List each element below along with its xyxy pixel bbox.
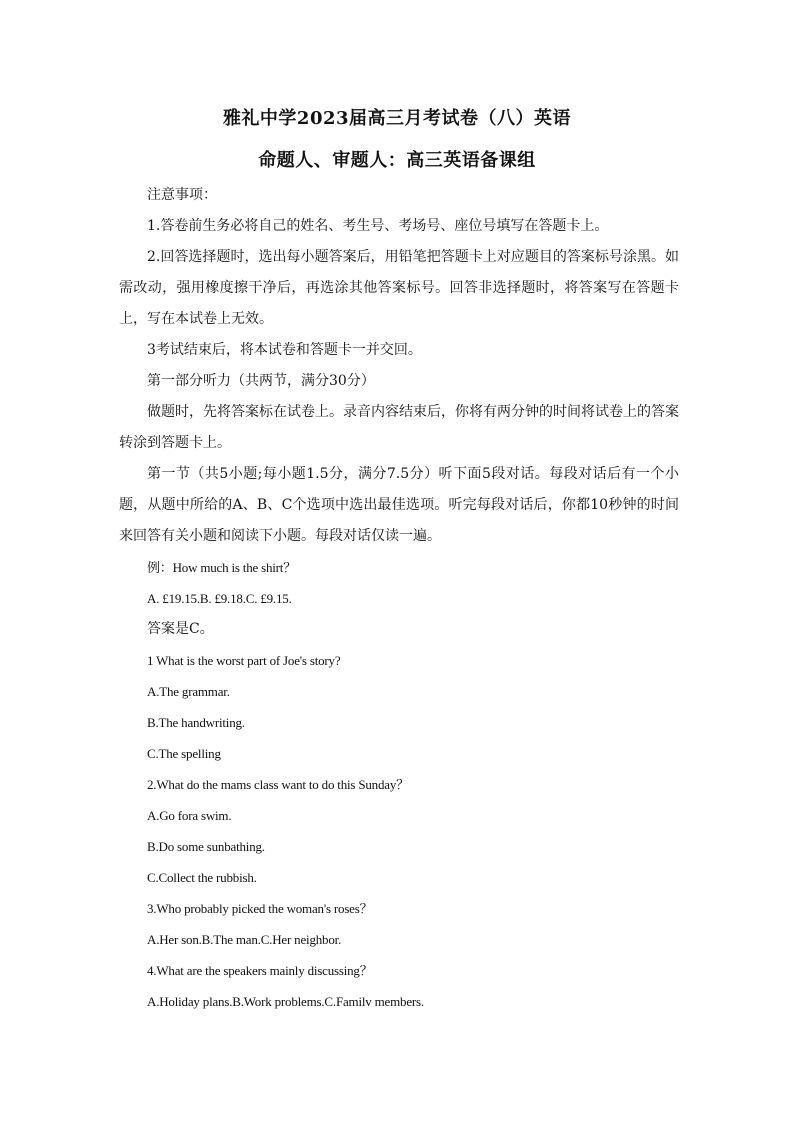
part1-instruction: 做题时，先将答案标在试卷上。录音内容结束后，你将有两分钟的时间将试卷上的答案转涂到答题卡上。: [119, 404, 679, 451]
notice-item-3: 3考试结束后，将本试卷和答题卡一并交回。: [147, 342, 422, 358]
section1-instruction: 第一节（共5小题;每小题1.5分，满分7.5分）听下面5段对话。每段对话后有一个小题，从题中所给的A、B、C个选项中选出最佳选项。听完每段对话后，你都10秒钟的时间来回答有关小题和阅读下小题。每段对话仅读一遍。: [119, 466, 679, 544]
exam-subtitle: 命题人、审题人：高三英语备课组: [258, 150, 536, 171]
question-1-option-c: C.The spelling: [147, 746, 221, 761]
notice-item-1: 1.答卷前生务必将自己的姓名、考生号、考场号、座位号填写在答题卡上。: [147, 218, 609, 234]
question-1: 1 What is the worst part of Joe's story?: [147, 653, 341, 668]
question-3: 3.Who probably picked the woman's roses？: [147, 901, 373, 916]
question-3-options: A.Her son.B.The man.C.Her neighbor.: [147, 932, 342, 947]
question-2-option-a: A.Go fora swim.: [147, 808, 232, 823]
exam-title: 雅礼中学2023届高三月考试卷（八）英语: [222, 108, 572, 129]
question-2-option-c: C.Collect the rubbish.: [147, 870, 257, 885]
question-1-option-b: B.The handwriting.: [147, 715, 245, 730]
question-1-option-a: A.The grammar.: [147, 684, 230, 699]
part1-heading: 第一部分听力（共两节，满分30分）: [147, 373, 375, 389]
example-answer: 答案是C。: [147, 621, 214, 637]
notice-item-2: 2.回答选择题时，选出每小题答案后，用铅笔把答题卡上对应题目的答案标号涂黑。如需改动，强用橡度擦干净后，再选涂其他答案标号。回答非选择题时，将答案写在答题卡上，写在本试卷上无效。: [119, 249, 679, 327]
question-2: 2.What do the mams class want to do this Sunday？: [147, 777, 409, 792]
notice-heading: 注意事项：: [147, 187, 217, 203]
question-2-option-b: B.Do some sunbathing.: [147, 839, 265, 854]
question-4-options: A.Holiday plans.B.Work problems.C.Familv members.: [147, 994, 424, 1009]
example-question: 例：How much is the shirt？: [147, 560, 297, 575]
example-options: A. £19.15.B. £9.18.C. £9.15.: [147, 591, 292, 606]
exam-body: [119, 180, 679, 1017]
question-4: 4.What are the speakers mainly discussing？: [147, 963, 373, 978]
